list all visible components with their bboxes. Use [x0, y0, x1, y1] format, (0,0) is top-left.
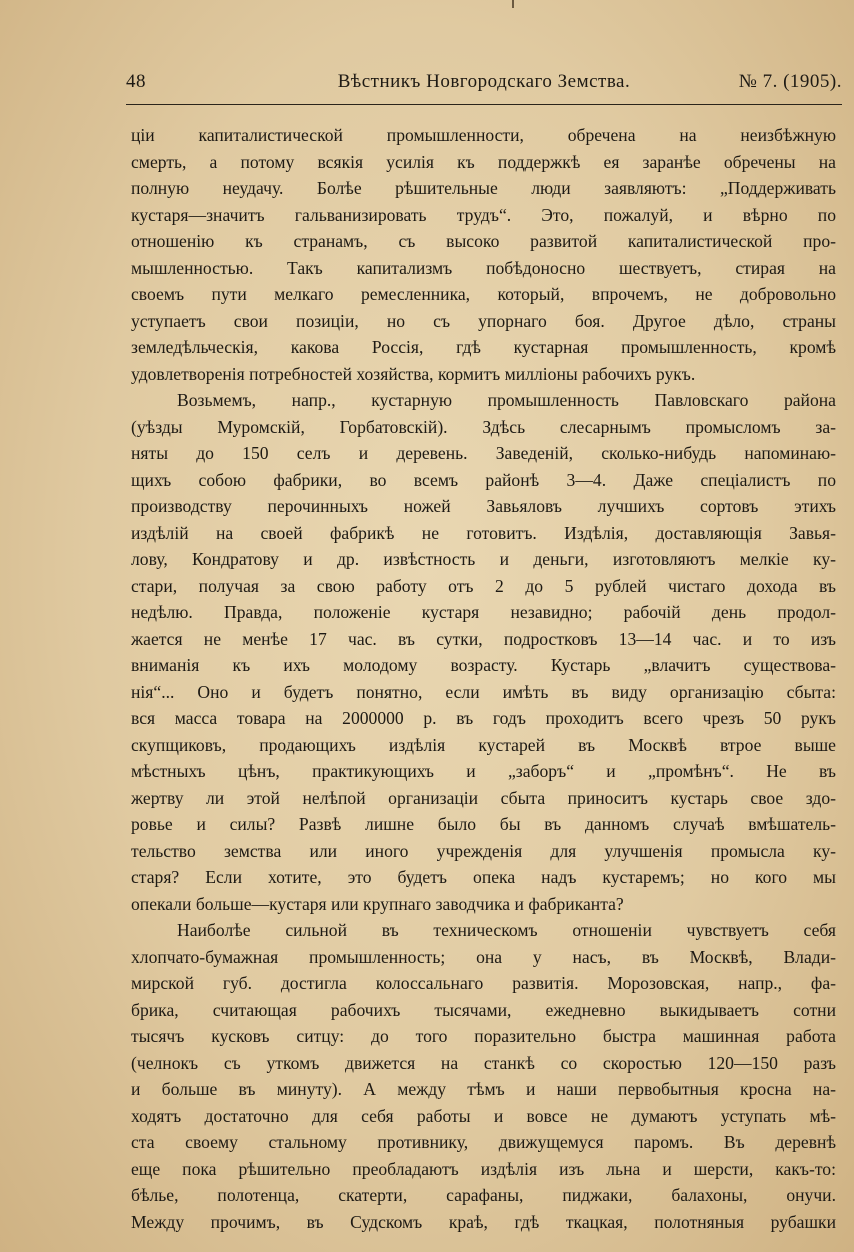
text-line: нія“... Оно и будетъ понятно, если имѣть въ виду организацію сбыта:: [131, 681, 836, 702]
text-line: стари, получая за свою работу отъ 2 до 5 рублей чистаго дохода въ: [131, 575, 836, 596]
text-line: няты до 150 селъ и деревень. Заведеній, сколько-нибудь напоминаю-: [131, 443, 836, 463]
text-line: полную неудачу. Болѣе рѣшительные люди заявляютъ: „Поддерживать: [131, 178, 836, 198]
text-line: смерть, а потому всякія усилія къ поддержкѣ ея заранѣе обречены на: [131, 151, 836, 172]
text-line: мирской губ. достигла колоссальнаго развитія. Морозовская, напр., фа-: [131, 973, 836, 993]
text-line: (уѣзды Муромскій, Горбатовскій). Здѣсь слесарнымъ промысломъ за-: [131, 416, 836, 437]
text-line: тысячъ кусковъ ситцу: до того поразительно быстра машинная работа: [131, 1026, 836, 1046]
text-line: тельство земства или иного учрежденія для улучшенія промысла ку-: [131, 840, 836, 861]
text-line: ровье и силы? Развѣ лишне было бы въ данномъ случаѣ вмѣшатель-: [131, 814, 836, 834]
text-line: вниманія къ ихъ молодому возрасту. Кустарь „влачитъ существова-: [131, 655, 836, 675]
text-line: недѣлю. Правда, положеніе кустаря незавидно; рабочій день продол-: [131, 602, 836, 622]
text-line: удовлетворенія потребностей хозяйства, кормитъ милліоны рабочихъ рукъ.: [131, 363, 696, 384]
paragraph-first-line: Возьмемъ, напр., кустарную промышленность Павловскаго района: [177, 390, 836, 410]
text-line: опекали больше—кустаря или крупнаго заводчика и фабриканта?: [131, 893, 624, 914]
text-line: мѣстныхъ цѣнъ, практикующихъ и „заборъ“ и „промѣнъ“. Не въ: [131, 761, 836, 781]
text-line: Между прочимъ, въ Судскомъ краѣ, гдѣ ткацкая, полотняныя рубашки: [131, 1211, 836, 1232]
page-number: 48: [126, 71, 146, 92]
text-line: вся масса товара на 2000000 р. въ годъ проходитъ всего чрезъ 50 рукъ: [131, 708, 836, 728]
article-body: [131, 122, 836, 1235]
text-line: ціи капиталистической промышленности, обречена на неизбѣжную: [131, 125, 836, 145]
text-line: отношенію къ странамъ, съ высоко развитой капиталистической про-: [131, 231, 836, 251]
text-line: бѣлье, полотенца, скатерти, сарафаны, пиджаки, балахоны, онучи.: [131, 1185, 836, 1205]
text-line: земледѣльческія, какова Россія, гдѣ кустарная промышленность, кромѣ: [131, 337, 836, 357]
text-line: своемъ пути мелкаго ремесленника, который, впрочемъ, не добровольно: [131, 284, 836, 304]
text-line: еще пока рѣшительно преобладаютъ издѣлія изъ льна и шерсти, какъ-то:: [131, 1158, 836, 1179]
journal-title: Вѣстникъ Новгородскаго Земства.: [337, 71, 631, 92]
text-line: (челнокъ съ уткомъ движется на станкѣ со скоростью 120—150 разъ: [131, 1052, 836, 1073]
text-line: щихъ собою фабрики, во всемъ районѣ 3—4. Даже спеціалистъ по: [131, 469, 836, 490]
text-line: издѣлій на своей фабрикѣ не готовитъ. Издѣлія, доставляющія Завья-: [131, 522, 836, 543]
text-line: брика, считающая рабочихъ тысячами, ежедневно выкидываетъ сотни: [131, 999, 836, 1020]
text-line: ста своему стальному противнику, движущемуся паромъ. Въ деревнѣ: [131, 1132, 836, 1152]
text-line: производству перочинныхъ ножей Завьяловъ лучшихъ сортовъ этихъ: [131, 496, 836, 516]
text-line: лову, Кондратову и др. извѣстность и деньги, изготовляютъ мелкіе ку-: [131, 549, 836, 569]
text-line: хлопчато-бумажная промышленность; она у насъ, въ Москвѣ, Влади-: [131, 946, 836, 967]
running-header: [126, 71, 842, 101]
text-line: кустаря—значитъ гальванизировать трудъ“. Это, пожалуй, и вѣрно по: [131, 204, 836, 225]
text-line: жертву ли этой нелѣпой организаціи сбыта приноситъ кустарь свое здо-: [131, 787, 836, 808]
header-rule: [126, 104, 842, 105]
text-line: старя? Если хотите, это будетъ опека надъ кустаремъ; но кого мы: [131, 867, 836, 887]
paragraph-first-line: Наиболѣе сильной въ техническомъ отношеніи чувствуетъ себя: [177, 920, 836, 940]
text-line: уступаетъ свои позиціи, но съ упорнаго боя. Другое дѣло, страны: [131, 310, 836, 331]
issue-number: № 7. (1905).: [738, 71, 842, 92]
text-line: мышленностью. Такъ капитализмъ побѣдоносно шествуетъ, стирая на: [131, 257, 836, 278]
margin-mark: [512, 0, 514, 8]
text-line: ходятъ достаточно для себя работы и вовсе не думаютъ уступать мѣ-: [131, 1105, 836, 1126]
text-line: жается не менѣе 17 час. въ сутки, подростковъ 13—14 час. и то изъ: [131, 628, 836, 649]
text-line: и больше въ минуту). А между тѣмъ и наши первобытныя кросна на-: [131, 1079, 836, 1099]
text-line: скупщиковъ, продающихъ издѣлія кустарей въ Москвѣ втрое выше: [131, 734, 836, 755]
